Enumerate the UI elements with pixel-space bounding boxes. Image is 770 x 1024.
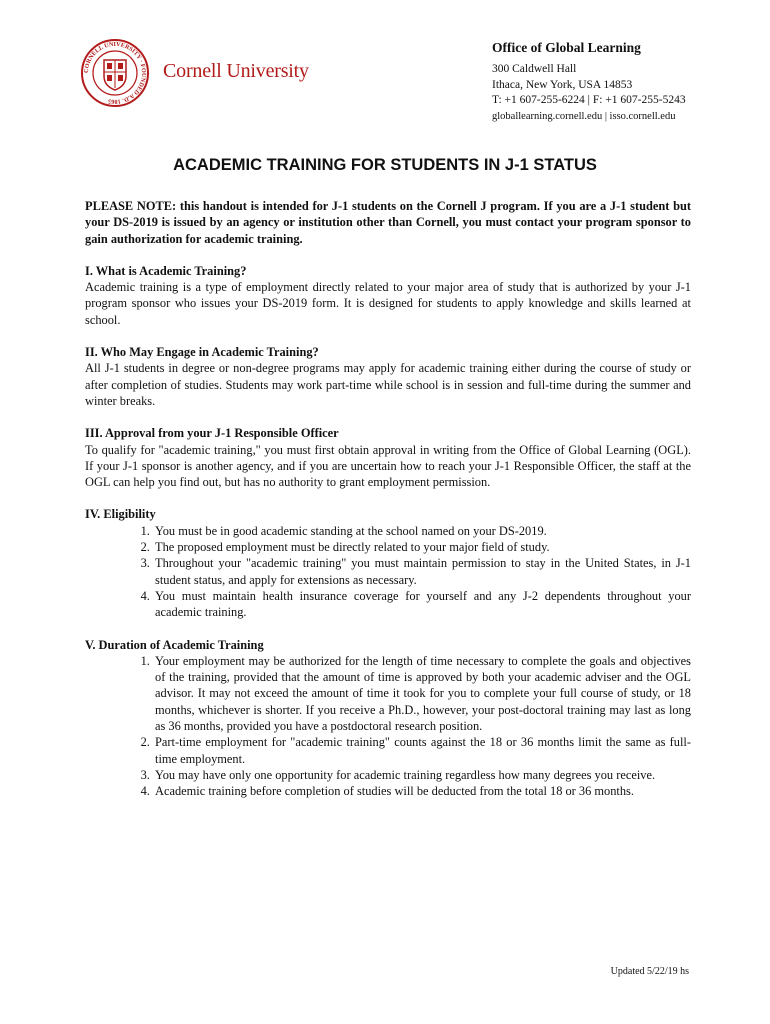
section-duration bbox=[85, 637, 691, 800]
section-body: All J-1 students in degree or non-degree programs may apply for academic training either during the course of study or after completion of studies. Students may work part-time while school is in session and full-time during the summer and winter breaks. bbox=[85, 361, 691, 408]
list-item: 3. Throughout your "academic training" you must maintain permission to stay in the United States, in J-1 student status, and apply for extensions as necessary. bbox=[153, 555, 691, 588]
section-who-may bbox=[85, 344, 691, 409]
section-what-is bbox=[85, 263, 691, 328]
svg-text:CORNELL UNIVERSITY · FOUNDED A: CORNELL UNIVERSITY · FOUNDED A.D. 1865 bbox=[82, 40, 148, 106]
section-approval bbox=[85, 425, 691, 490]
section-heading: I. What is Academic Training? bbox=[85, 263, 247, 278]
list-item: 4. Academic training before completion of studies will be deducted from the total 18 or 36 months. bbox=[153, 783, 691, 799]
list-item: 2. Part-time employment for "academic training" counts against the 18 or 36 months limit the same as full-time employment. bbox=[153, 734, 691, 767]
office-name: Office of Global Learning bbox=[492, 40, 641, 55]
list-item: 1. Your employment may be authorized for the length of time necessary to complete the goals and objectives of the training, provided that the amount of time is approved by both your academic adviser and the OGL advisor. It may not exceed the amount of time it took for you to complete your full course of study, or 18 months, whichever is shorter. If you receive a Ph.D., however, your post-doctoral training may last as long as 36 months, provided you have a postdoctoral research position. bbox=[153, 653, 691, 734]
section-body: Academic training is a type of employment directly related to your major area of study that is authorized by your J-1 program sponsor who issues your DS-2019 form. It is designed for students to apply knowledge and skills learned at school. bbox=[85, 280, 691, 327]
websites[interactable]: globallearning.cornell.edu | isso.cornell.edu bbox=[492, 110, 676, 122]
address-line-2: Ithaca, New York, USA 14853 bbox=[492, 78, 633, 91]
address-line-1: 300 Caldwell Hall bbox=[492, 63, 577, 75]
list-item: 3. You may have only one opportunity for academic training regardless how many degrees you receive. bbox=[153, 767, 691, 783]
section-heading: III. Approval from your J-1 Responsible Officer bbox=[85, 426, 339, 441]
cornell-seal-icon bbox=[80, 38, 150, 108]
list-item: 4. You must maintain health insurance coverage for yourself and any J-2 dependents throughout your academic training. bbox=[153, 588, 691, 621]
phone-fax: T: +1 607-255-6224 | F: +1 607-255-5243 bbox=[492, 94, 686, 106]
section-heading: II. Who May Engage in Academic Training? bbox=[85, 345, 319, 360]
section-eligibility bbox=[85, 506, 691, 620]
updated-note: Updated 5/22/19 hs bbox=[610, 966, 689, 977]
eligibility-list bbox=[85, 523, 691, 621]
document-title: ACADEMIC TRAINING FOR STUDENTS IN J-1 STATUS bbox=[173, 156, 597, 174]
brand-wordmark: Cornell University bbox=[163, 60, 309, 82]
list-item: 2. The proposed employment must be directly related to your major field of study. bbox=[153, 539, 691, 555]
please-note: PLEASE NOTE: this handout is intended for J-1 students on the Cornell J program. If you are a J-1 student but your DS-2019 is issued by an agency or institution other than Cornell, you must contact your program sponsor to gain authorization for academic training. bbox=[85, 199, 691, 246]
duration-list bbox=[85, 653, 691, 800]
section-heading: V. Duration of Academic Training bbox=[85, 637, 264, 652]
office-contact-block bbox=[492, 40, 722, 124]
list-item: 1. You must be in good academic standing at the school named on your DS-2019. bbox=[153, 523, 691, 539]
cornell-logo bbox=[80, 38, 310, 106]
section-heading: IV. Eligibility bbox=[85, 507, 156, 522]
document-body bbox=[85, 198, 691, 816]
section-body: To qualify for "academic training," you must first obtain approval in writing from the Office of Global Learning (OGL). If your J-1 sponsor is another agency, and if you are uncertain how to reach your J-1 Responsible Officer, the staff at the OGL can help you find out, but has no authority to grant employment permission. bbox=[85, 442, 691, 490]
